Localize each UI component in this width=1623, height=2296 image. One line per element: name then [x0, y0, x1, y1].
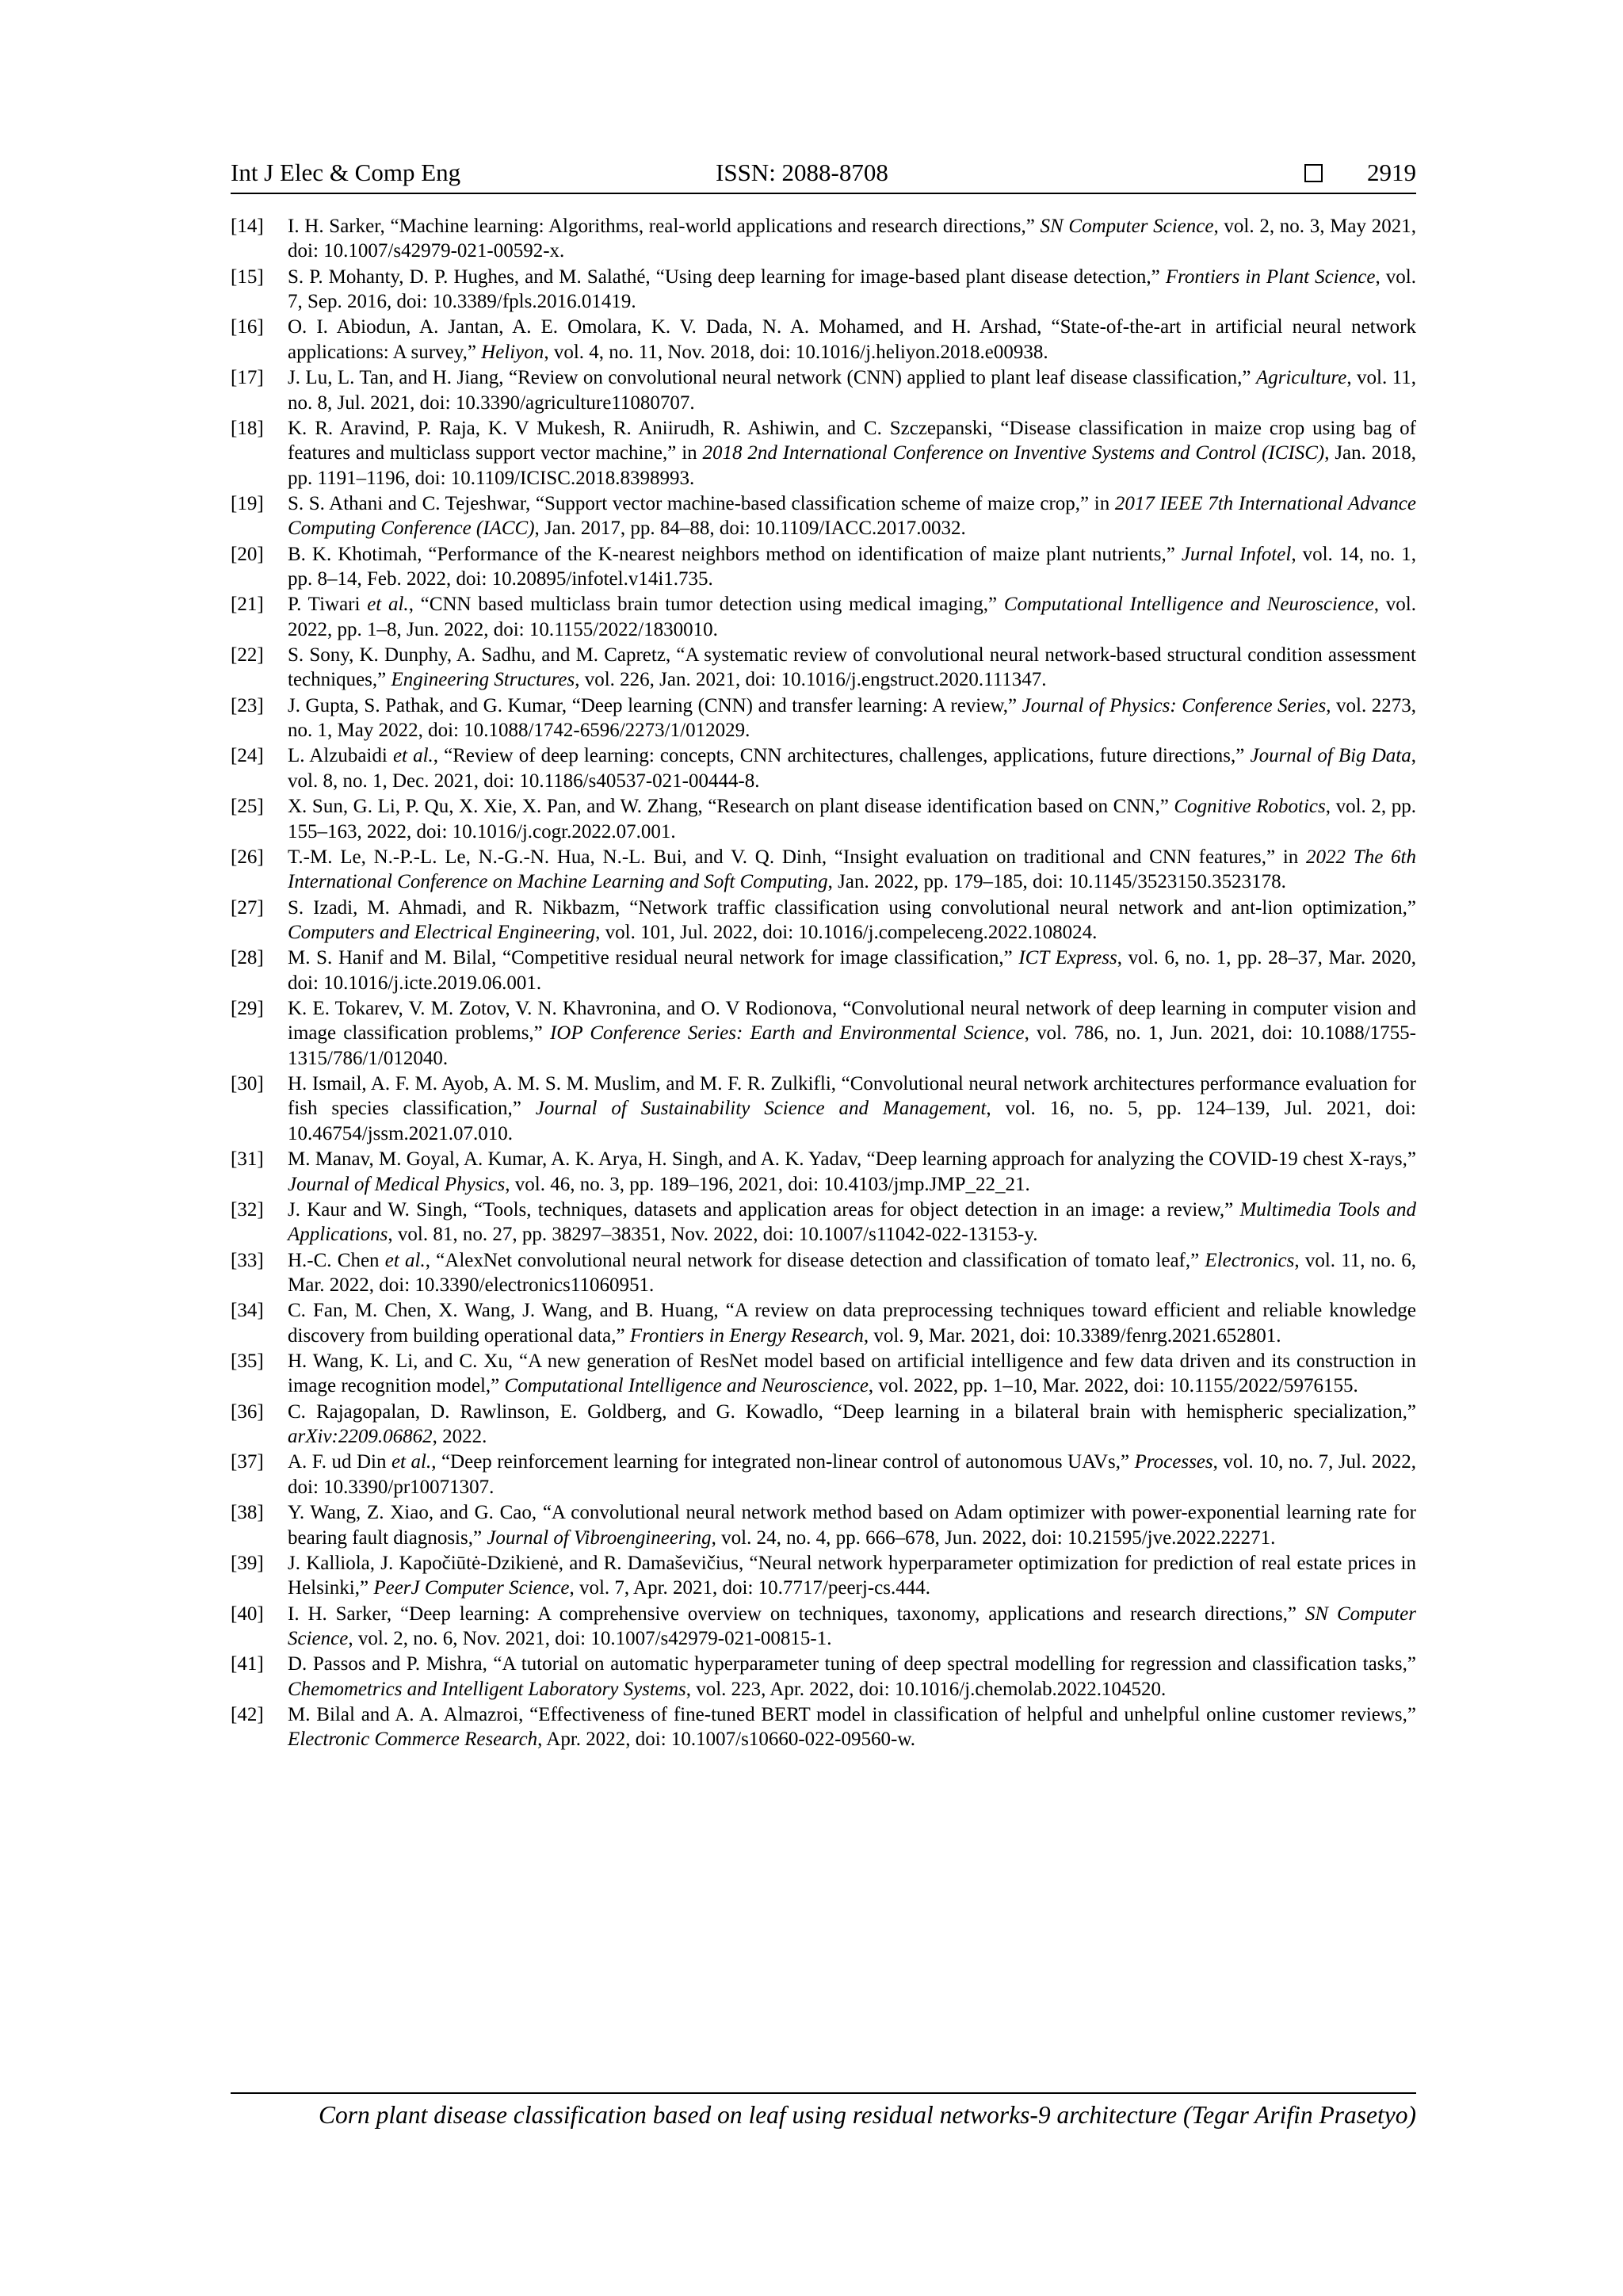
reference-italic-segment: Cognitive Robotics: [1174, 796, 1326, 818]
reference-segment: , vol. 16, no. 5, pp. 124–139, Jul. 2021, doi: 10.46754/jssm.2021.07.010.: [288, 1098, 1417, 1144]
reference-number: [21]: [231, 594, 264, 616]
reference-number: [28]: [231, 947, 264, 969]
reference-segment: T.-M. Le, N.-P.-L. Le, N.-G.-N. Hua, N.-L. Bui, and V. Q. Dinh, “Insight evaluation on traditional and CNN features,” in: [288, 846, 1307, 868]
reference-item: [231, 1652, 1416, 1702]
reference-segment: , vol. 786, no. 1, Jun. 2021, doi: 10.1088/1755-1315/786/1/012040.: [288, 1022, 1417, 1069]
reference-segment: L. Alzubaidi: [288, 745, 393, 767]
reference-number: [18]: [231, 417, 264, 439]
reference-text: [288, 315, 1416, 365]
reference-item: [231, 592, 1416, 642]
reference-italic-segment: Computers and Electrical Engineering: [288, 921, 596, 943]
reference-italic-segment: Multimedia Tools and Applications: [288, 1198, 1416, 1246]
reference-text: [288, 1248, 1416, 1298]
reference-segment: A. F. ud Din: [288, 1451, 391, 1473]
reference-italic-segment: Journal of Physics: Conference Series: [1022, 694, 1327, 716]
reference-segment: , Jan. 2018, pp. 1191–1196, doi: 10.1109/ICISC.2018.8398993.: [288, 442, 1417, 489]
reference-italic-segment: Chemometrics and Intelligent Laboratory Systems: [288, 1678, 686, 1700]
reference-italic-segment: ICT Express: [1018, 947, 1117, 969]
reference-item: [231, 996, 1416, 1071]
reference-text: [288, 643, 1416, 693]
reference-number: [22]: [231, 644, 264, 667]
reference-number: [14]: [231, 216, 264, 237]
reference-segment: H. Wang, K. Li, and C. Xu, “A new generation of ResNet model based on artificial intelligence and few data driven and its construction in image recognition model,”: [288, 1350, 1416, 1397]
reference-italic-segment: et al.: [392, 745, 433, 767]
reference-text: [288, 265, 1416, 315]
reference-item: [231, 265, 1416, 315]
reference-italic-segment: 2017 IEEE 7th International Advance Computing Conference (IACC): [288, 492, 1416, 540]
reference-text: [288, 491, 1416, 541]
reference-segment: C. Rajagopalan, D. Rawlinson, E. Goldberg, and G. Kowadlo, “Deep learning in a bilateral brain with hemispheric specialization,”: [288, 1400, 1416, 1423]
reference-item: [231, 896, 1416, 946]
reference-segment: P. Tiwari: [288, 594, 368, 616]
reference-italic-segment: Computational Intelligence and Neuroscience: [1003, 594, 1374, 616]
reference-item: [231, 1147, 1416, 1197]
reference-number: [37]: [231, 1451, 264, 1473]
reference-italic-segment: Jurnal Infotel: [1181, 543, 1292, 565]
reference-number: [33]: [231, 1249, 264, 1271]
reference-italic-segment: Computational Intelligence and Neuroscience: [504, 1375, 869, 1397]
issn: ISSN: 2088-8708: [716, 159, 888, 186]
reference-number: [34]: [231, 1300, 264, 1322]
reference-segment: S. S. Athani and C. Tejeshwar, “Support vector machine-based classification scheme of maize crop,” in: [288, 492, 1115, 514]
reference-segment: O. I. Abiodun, A. Jantan, A. E. Omolara, K. V. Dada, N. A. Mohamed, and H. Arshad, “State-of-the-art in artificial neural network applications: A survey,”: [288, 316, 1416, 363]
reference-segment: K. R. Aravind, P. Raja, K. V Mukesh, R. Aniirudh, R. Ashiwin, and C. Szczepanski, “Disease classification in maize crop using bag of features and multiclass support vector machine,” in: [288, 417, 1416, 464]
reference-segment: H.-C. Chen: [288, 1249, 385, 1271]
reference-text: [288, 1147, 1416, 1197]
reference-list: [231, 214, 1416, 1753]
reference-text: [288, 1198, 1416, 1247]
reference-segment: , vol. 14, no. 1, pp. 8–14, Feb. 2022, doi: 10.20895/infotel.v14i1.735.: [288, 543, 1417, 590]
reference-number: [30]: [231, 1073, 264, 1095]
reference-number: [27]: [231, 896, 264, 919]
reference-segment: , Jan. 2022, pp. 179–185, doi: 10.1145/3523150.3523178.: [827, 871, 1286, 893]
reference-italic-segment: Heliyon: [481, 341, 544, 363]
reference-text: [288, 1298, 1416, 1348]
reference-number: [23]: [231, 694, 264, 716]
reference-text: [288, 743, 1416, 793]
reference-segment: , vol. 8, no. 1, Dec. 2021, doi: 10.1186/s40537-021-00444-8.: [288, 745, 1416, 792]
reference-number: [39]: [231, 1552, 264, 1574]
reference-segment: J. Kaur and W. Singh, “Tools, techniques, datasets and application areas for object detection in an image: a review,”: [288, 1198, 1240, 1221]
reference-segment: , vol. 6, no. 1, pp. 28–37, Mar. 2020, doi: 10.1016/j.icte.2019.06.001.: [288, 947, 1416, 994]
reference-segment: M. Bilal and A. A. Almazroi, “Effectiveness of fine-tuned BERT model in classification of helpful and unhelpful online customer reviews,”: [288, 1703, 1416, 1725]
reference-italic-segment: Processes: [1134, 1451, 1213, 1473]
reference-segment: , “AlexNet convolutional neural network for disease detection and classification of tomato leaf,”: [425, 1249, 1205, 1271]
reference-segment: , vol. 2273, no. 1, May 2022, doi: 10.1088/1742-6596/2273/1/012029.: [288, 694, 1417, 742]
reference-segment: K. E. Tokarev, V. M. Zotov, V. N. Khavronina, and O. V Rodionova, “Convolutional neural network of deep learning in computer vision and image classification problems,”: [288, 997, 1416, 1045]
reference-italic-segment: Frontiers in Plant Science: [1165, 266, 1376, 288]
reference-item: [231, 1298, 1416, 1348]
reference-item: [231, 1702, 1416, 1752]
reference-item: [231, 946, 1416, 995]
reference-number: [20]: [231, 543, 264, 565]
page-number-group: [1304, 158, 1416, 188]
reference-item: [231, 1198, 1416, 1247]
reference-number: [35]: [231, 1350, 264, 1372]
reference-italic-segment: 2018 2nd International Conference on Inventive Systems and Control (ICISC): [702, 442, 1325, 464]
reference-item: [231, 845, 1416, 895]
reference-segment: , Jan. 2017, pp. 84–88, doi: 10.1109/IACC.2017.0032.: [534, 518, 966, 540]
reference-text: [288, 1702, 1416, 1752]
square-box-icon: [1304, 164, 1323, 182]
reference-item: [231, 1400, 1416, 1450]
reference-text: [288, 896, 1416, 946]
reference-number: [26]: [231, 846, 264, 868]
reference-text: [288, 592, 1416, 642]
reference-italic-segment: et al.: [367, 594, 409, 616]
reference-text: [288, 946, 1416, 995]
reference-item: [231, 214, 1416, 264]
reference-italic-segment: Journal of Sustainability Science and Management: [535, 1098, 987, 1120]
reference-item: [231, 1551, 1416, 1601]
reference-item: [231, 643, 1416, 693]
reference-segment: , vol. 101, Jul. 2022, doi: 10.1016/j.compeleceng.2022.108024.: [595, 921, 1098, 943]
reference-number: [15]: [231, 266, 264, 288]
reference-italic-segment: et al.: [384, 1249, 426, 1271]
reference-number: [32]: [231, 1198, 264, 1221]
reference-segment: C. Fan, M. Chen, X. Wang, J. Wang, and B. Huang, “A review on data preprocessing techniques toward efficient and reliable knowledge discovery from building operational data,”: [288, 1300, 1416, 1347]
reference-item: [231, 365, 1416, 415]
reference-text: [288, 693, 1416, 743]
reference-italic-segment: Frontiers in Energy Research: [629, 1324, 864, 1347]
reference-segment: , Apr. 2022, doi: 10.1007/s10660-022-09560-w.: [537, 1729, 916, 1751]
reference-italic-segment: SN Computer Science: [288, 1603, 1416, 1649]
reference-italic-segment: Journal of Vibroengineering: [487, 1526, 712, 1549]
reference-item: [231, 743, 1416, 793]
reference-segment: , “Deep reinforcement learning for integrated non-linear control of autonomous UAVs,”: [431, 1451, 1135, 1473]
reference-text: [288, 1652, 1416, 1702]
reference-text: [288, 794, 1416, 844]
reference-segment: , vol. 2022, pp. 1–10, Mar. 2022, doi: 10.1155/2022/5976155.: [868, 1375, 1358, 1397]
reference-segment: , 2022.: [432, 1426, 487, 1448]
reference-italic-segment: Engineering Structures: [391, 669, 575, 691]
reference-item: [231, 1450, 1416, 1499]
reference-text: [288, 416, 1416, 491]
reference-italic-segment: arXiv:2209.06862: [288, 1426, 433, 1448]
reference-item: [231, 542, 1416, 592]
reference-item: [231, 1072, 1416, 1146]
reference-segment: S. Sony, K. Dunphy, A. Sadhu, and M. Capretz, “A systematic review of convolutional neural network-based structural condition assessment techniques,”: [288, 644, 1416, 691]
reference-segment: , vol. 2022, pp. 1–8, Jun. 2022, doi: 10.1155/2022/1830010.: [288, 594, 1416, 640]
reference-segment: Y. Wang, Z. Xiao, and G. Cao, “A convolutional neural network method based on Adam optimizer with power-exponential learning rate for bearing fault diagnosis,”: [288, 1502, 1416, 1549]
page-header: [231, 153, 1416, 194]
reference-segment: J. Gupta, S. Pathak, and G. Kumar, “Deep learning (CNN) and transfer learning: A review,”: [288, 694, 1022, 716]
reference-italic-segment: IOP Conference Series: Earth and Environmental Science: [549, 1022, 1025, 1045]
reference-segment: M. S. Hanif and M. Bilal, “Competitive residual neural network for image classification,”: [288, 947, 1019, 969]
reference-segment: , vol. 2, no. 3, May 2021, doi: 10.1007/s42979-021-00592-x.: [288, 216, 1416, 262]
reference-segment: D. Passos and P. Mishra, “A tutorial on automatic hyperparameter tuning of deep spectral modelling for regression and classification tasks,”: [288, 1653, 1416, 1675]
reference-segment: , vol. 11, no. 6, Mar. 2022, doi: 10.3390/electronics11060951.: [288, 1249, 1416, 1296]
reference-segment: J. Lu, L. Tan, and H. Jiang, “Review on convolutional neural network (CNN) applied to plant leaf disease classification,”: [288, 367, 1256, 389]
reference-segment: M. Manav, M. Goyal, A. Kumar, A. K. Arya, H. Singh, and A. K. Yadav, “Deep learning approach for analyzing the COVID-19 chest X-rays,”: [288, 1148, 1416, 1171]
reference-number: [38]: [231, 1502, 264, 1524]
reference-italic-segment: Electronics: [1205, 1249, 1295, 1271]
reference-segment: S. Izadi, M. Ahmadi, and R. Nikbazm, “Network traffic classification using convolutional neural network and ant-lion optimization,”: [288, 896, 1416, 919]
reference-item: [231, 693, 1416, 743]
reference-text: [288, 1400, 1416, 1450]
reference-number: [42]: [231, 1703, 264, 1725]
reference-text: [288, 542, 1416, 592]
reference-text: [288, 1072, 1416, 1146]
reference-text: [288, 1551, 1416, 1601]
reference-segment: , vol. 10, no. 7, Jul. 2022, doi: 10.3390/pr10071307.: [288, 1451, 1416, 1498]
reference-text: [288, 996, 1416, 1071]
reference-segment: I. H. Sarker, “Machine learning: Algorithms, real-world applications and research directions,”: [288, 216, 1041, 237]
reference-number: [29]: [231, 997, 264, 1019]
reference-number: [41]: [231, 1653, 264, 1675]
reference-number: [36]: [231, 1400, 264, 1423]
reference-segment: H. Ismail, A. F. M. Ayob, A. M. S. M. Muslim, and M. F. R. Zulkifli, “Convolutional neural network architectures performance evaluation for fish species classification,”: [288, 1073, 1416, 1120]
reference-text: [288, 845, 1416, 895]
reference-segment: , vol. 9, Mar. 2021, doi: 10.3389/fenrg.2021.652801.: [863, 1324, 1281, 1347]
reference-segment: , “Review of deep learning: concepts, CNN architectures, challenges, applications, future directions,”: [433, 745, 1251, 767]
page-number: 2919: [1367, 159, 1416, 186]
reference-segment: I. H. Sarker, “Deep learning: A comprehensive overview on techniques, taxonomy, applications and research directions,”: [288, 1603, 1305, 1625]
reference-italic-segment: Journal of Medical Physics: [288, 1173, 506, 1195]
reference-item: [231, 491, 1416, 541]
reference-text: [288, 1602, 1416, 1652]
reference-italic-segment: SN Computer Science: [1040, 216, 1214, 237]
reference-item: [231, 416, 1416, 491]
reference-item: [231, 794, 1416, 844]
reference-text: [288, 1349, 1416, 1399]
reference-segment: , vol. 46, no. 3, pp. 189–196, 2021, doi: 10.4103/jmp.JMP_22_21.: [505, 1173, 1030, 1195]
reference-segment: , “CNN based multiclass brain tumor detection using medical imaging,”: [408, 594, 1004, 616]
reference-italic-segment: et al.: [391, 1451, 432, 1473]
reference-text: [288, 1500, 1416, 1550]
reference-number: [40]: [231, 1603, 264, 1625]
reference-segment: X. Sun, G. Li, P. Qu, X. Xie, X. Pan, and W. Zhang, “Research on plant disease identification based on CNN,”: [288, 796, 1174, 818]
reference-segment: , vol. 7, Apr. 2021, doi: 10.7717/peerj-cs.444.: [569, 1577, 930, 1599]
reference-item: [231, 1500, 1416, 1550]
reference-segment: , vol. 223, Apr. 2022, doi: 10.1016/j.chemolab.2022.104520.: [685, 1678, 1167, 1700]
reference-italic-segment: 2022 The 6th International Conference on Machine Learning and Soft Computing: [288, 846, 1416, 893]
reference-number: [16]: [231, 316, 264, 338]
reference-number: [17]: [231, 367, 264, 389]
page-footer: [231, 2092, 1416, 2130]
reference-item: [231, 315, 1416, 365]
reference-segment: S. P. Mohanty, D. P. Hughes, and M. Salathé, “Using deep learning for image-based plant disease detection,”: [288, 266, 1166, 288]
reference-text: [288, 365, 1416, 415]
reference-segment: , vol. 11, no. 8, Jul. 2021, doi: 10.3390/agriculture11080707.: [288, 367, 1416, 414]
reference-segment: , vol. 2, pp. 155–163, 2022, doi: 10.1016/j.cogr.2022.07.001.: [288, 796, 1417, 842]
reference-segment: , vol. 7, Sep. 2016, doi: 10.3389/fpls.2016.01419.: [288, 266, 1416, 313]
reference-segment: , vol. 226, Jan. 2021, doi: 10.1016/j.engstruct.2020.111347.: [575, 669, 1047, 691]
reference-italic-segment: PeerJ Computer Science: [373, 1577, 570, 1599]
reference-item: [231, 1248, 1416, 1298]
reference-italic-segment: Agriculture: [1255, 367, 1347, 389]
reference-segment: J. Kalliola, J. Kapočiūtė-Dzikienė, and R. Damaševičius, “Neural network hyperparameter optimization for prediction of real estate prices in Helsinki,”: [288, 1552, 1416, 1599]
reference-item: [231, 1349, 1416, 1399]
reference-text: [288, 1450, 1416, 1499]
reference-number: [19]: [231, 492, 264, 514]
reference-segment: B. K. Khotimah, “Performance of the K-nearest neighbors method on identification of maize plant nutrients,”: [288, 543, 1182, 565]
reference-segment: , vol. 81, no. 27, pp. 38297–38351, Nov. 2022, doi: 10.1007/s11042-022-13153-y.: [388, 1224, 1038, 1246]
running-title: Corn plant disease classification based on leaf using residual networks-9 architecture (Tegar Arifin Prasetyo): [318, 2101, 1416, 2129]
reference-number: [24]: [231, 745, 264, 767]
reference-italic-segment: Electronic Commerce Research: [288, 1729, 538, 1751]
journal-name: Int J Elec & Comp Eng: [231, 159, 461, 186]
reference-italic-segment: Journal of Big Data: [1250, 745, 1411, 767]
reference-segment: , vol. 24, no. 4, pp. 666–678, Jun. 2022, doi: 10.21595/jve.2022.22271.: [711, 1526, 1276, 1549]
reference-text: [288, 214, 1416, 264]
reference-segment: , vol. 4, no. 11, Nov. 2018, doi: 10.1016/j.heliyon.2018.e00938.: [544, 341, 1048, 363]
reference-item: [231, 1602, 1416, 1652]
reference-number: [25]: [231, 796, 264, 818]
reference-segment: , vol. 2, no. 6, Nov. 2021, doi: 10.1007/s42979-021-00815-1.: [348, 1627, 832, 1649]
reference-number: [31]: [231, 1148, 264, 1171]
